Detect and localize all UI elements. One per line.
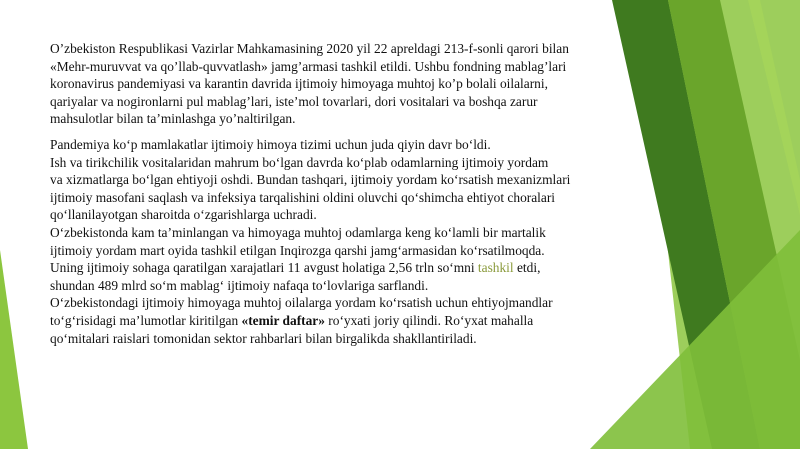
paragraph-2-line: qo‘llanilayotgan sharoitda o‘zgarishlarga uchradi.	[50, 207, 317, 223]
paragraph-2-line: ijtimoiy yordam mart oyida tashkil etilgan Inqirozga qarshi jamg‘armasidan ko‘rsatilmoqda.	[50, 242, 545, 258]
left-green-sliver	[0, 250, 28, 449]
paragraph-1-line: qariyalar va nogironlarni pul mablag’lari, iste’mol tovarlari, dori vositalari va boshqa zarur	[50, 93, 538, 109]
paragraph-1	[50, 40, 640, 128]
line8-text-start: Uning ijtimoiy sohaga qaratilgan xarajatlari 11 avgust holatiga 2,56 trln so‘mni	[50, 260, 478, 276]
paragraph-1-line: mahsulotlar bilan ta’minlashga yo’naltirilgan.	[50, 111, 296, 127]
paragraph-2-line: qo‘mitalari raislari tomonidan sektor rahbarlari bilan birgalikda shakllantiriladi.	[50, 330, 477, 346]
paragraph-1-line: «Mehr-muruvvat va qo’llab-quvvatlash» jamg’armasi tashkil etildi. Ushbu fondning mablag’lari	[50, 58, 567, 74]
paragraph-2-line	[50, 312, 640, 330]
paragraph-2-line: Pandemiya ko‘p mamlakatlar ijtimoiy himoya tizimi uchun juda qiyin davr bo‘ldi.	[50, 136, 491, 152]
paragraph-1-line: O’zbekiston Respublikasi Vazirlar Mahkamasining 2020 yil 22 apreldagi 213-f-sonli qarori bilan	[50, 41, 569, 56]
line8-text-end: etdi,	[513, 260, 541, 276]
paragraph-2	[50, 136, 640, 347]
paragraph-1-line: koronavirus pandemiyasi va karantin davrida ijtimoiy himoyaga muhtoj ko’p bolali oilalarni,	[50, 76, 548, 92]
paragraph-2-line: shundan 489 mlrd so‘m mablag‘ ijtimoiy nafaqa to‘lovlariga sarflandi.	[50, 277, 429, 293]
slide-body-text	[50, 40, 640, 347]
paragraph-2-line: Ish va tirikchilik vositalaridan mahrum bo‘lgan davrda ko‘plab odamlarning ijtimoiy yordam	[50, 154, 549, 170]
paragraph-2-line: va xizmatlarga bo‘lgan ehtiyoji oshdi. Bundan tashqari, ijtimoiy yordam ko‘rsatish mexanizmlari	[50, 172, 571, 188]
paragraph-2-line	[50, 259, 640, 277]
line11-text-end: ro‘yxati joriy qilindi. Ro‘yxat mahalla	[324, 312, 534, 328]
paragraph-2-line: ijtimoiy masofani saqlash va infeksiya tarqalishini oldini oluvchi qo‘shimcha ehtiyot choralari	[50, 189, 556, 205]
highlighted-word: tashkil	[477, 260, 514, 276]
bold-term-temir-daftar: «temir daftar»	[241, 312, 325, 328]
line11-text-start: to‘g‘risidagi ma’lumotlar kiritilgan	[50, 312, 242, 328]
paragraph-2-line: O‘zbekistonda kam ta’minlangan va himoyaga muhtoj odamlarga keng ko‘lamli bir martalik	[50, 224, 546, 240]
paragraph-2-line: O‘zbekistondagi ijtimoiy himoyaga muhtoj oilalarga yordam ko‘rsatish uchun ehtiyojmandlar	[50, 295, 553, 311]
